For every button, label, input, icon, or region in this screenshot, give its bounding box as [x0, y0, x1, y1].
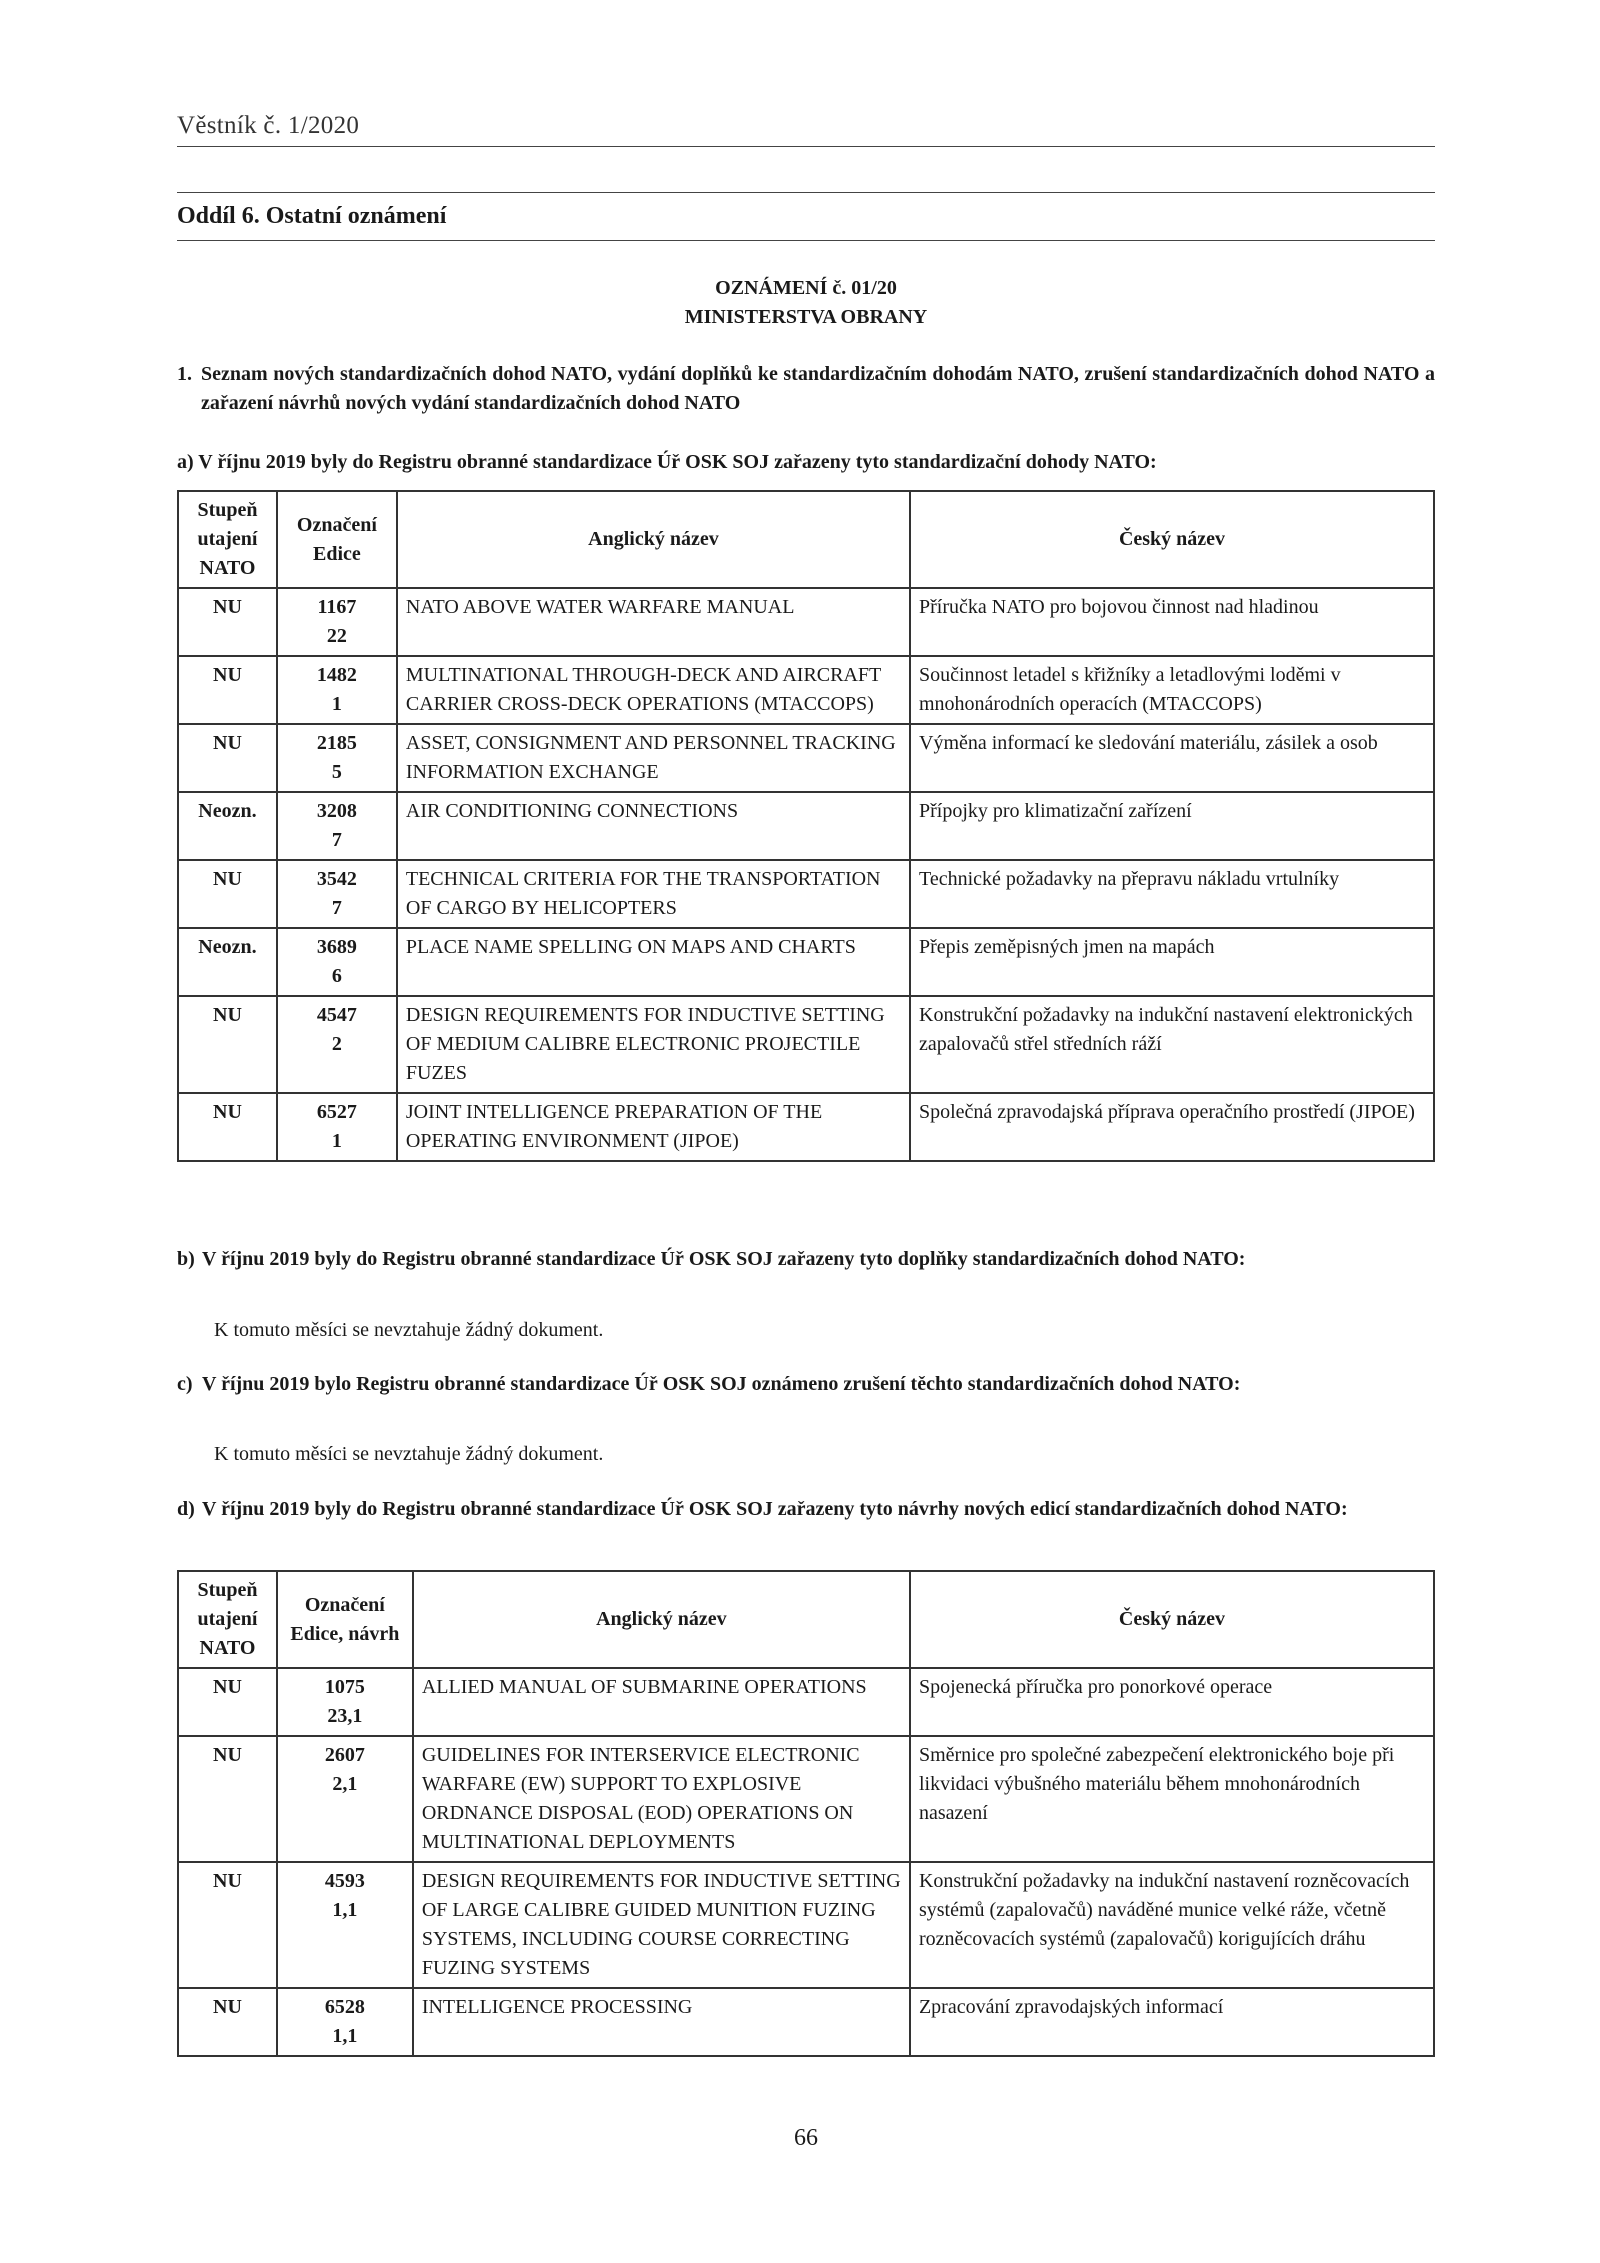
- section-a-text: a) V říjnu 2019 byly do Registru obranné standardizace Úř OSK SOJ zařazeny tyto standardizační dohody NATO:: [177, 451, 1157, 473]
- table-row: [178, 656, 1434, 724]
- cell-level: NU: [213, 1870, 242, 1892]
- cell-czech: Součinnost letadel s křižníky a letadlovými loděmi v mnohonárodních operacích (MTACCOPS): [919, 664, 1341, 715]
- cell-english: ALLIED MANUAL OF SUBMARINE OPERATIONS: [421, 1676, 867, 1698]
- stanag-code-cell: [277, 1093, 397, 1161]
- czech-title-cell: [910, 656, 1434, 724]
- cell-edition: 1,1: [332, 2025, 358, 2047]
- table-section-d: [177, 1570, 1435, 2057]
- classification-level-cell: [178, 588, 277, 656]
- cell-english: AIR CONDITIONING CONNECTIONS: [405, 800, 739, 822]
- classification-level-cell: [178, 656, 277, 724]
- czech-title-cell: [910, 928, 1434, 996]
- czech-title-cell: [910, 1862, 1434, 1988]
- running-head: Věstník č. 1/2020: [177, 112, 360, 139]
- column-header-level: Stupeň utajení NATO: [178, 1571, 277, 1668]
- czech-title-cell: [910, 1093, 1434, 1161]
- stanag-code-cell: [277, 588, 397, 656]
- section-a-heading: [177, 448, 1435, 477]
- cell-edition: 7: [331, 897, 342, 919]
- cell-number: 6528: [324, 1996, 365, 2018]
- cell-level: NU: [213, 1676, 242, 1698]
- cell-level: Neozn.: [198, 936, 257, 958]
- english-title-cell: [397, 996, 910, 1093]
- english-title-cell: [397, 588, 910, 656]
- column-header-czech: Český název: [910, 491, 1434, 588]
- section-b-heading: [177, 1245, 1435, 1274]
- cell-edition: 5: [331, 761, 342, 783]
- english-title-cell: [397, 1093, 910, 1161]
- cell-number: 3208: [316, 800, 357, 822]
- section-c-note: K tomuto měsíci se nevztahuje žádný dokument.: [214, 1443, 604, 1465]
- cell-czech: Konstrukční požadavky na indukční nastavení rozněcovacích systémů (zapalovačů) naváděné munice velké ráže, včetně rozněcovacích systémů (zapalovačů) korigujících dráhu: [918, 1870, 1410, 1950]
- cell-level: Neozn.: [198, 800, 257, 822]
- section-c-label: c): [177, 1373, 193, 1395]
- stanag-code-cell: [277, 1736, 413, 1862]
- section-rule-bottom: [177, 240, 1435, 241]
- cell-english: DESIGN REQUIREMENTS FOR INDUCTIVE SETTING OF MEDIUM CALIBRE ELECTRONIC PROJECTILE FUZES: [405, 1004, 885, 1084]
- english-title-cell: [397, 928, 910, 996]
- cell-english: DESIGN REQUIREMENTS FOR INDUCTIVE SETTING OF LARGE CALIBRE GUIDED MUNITION FUZING SYSTEMS, INCLUDING COURSE CORRECTING FUZING SYSTEMS: [421, 1870, 901, 1979]
- stanag-code-cell: [277, 860, 397, 928]
- classification-level-cell: [178, 1736, 277, 1862]
- table-row: [178, 724, 1434, 792]
- section-b-note: K tomuto měsíci se nevztahuje žádný dokument.: [214, 1319, 604, 1341]
- column-header-czech: Český název: [910, 1571, 1434, 1668]
- czech-title-cell: [910, 1668, 1434, 1736]
- cell-czech: Příručka NATO pro bojovou činnost nad hladinou: [919, 596, 1319, 618]
- czech-title-cell: [910, 792, 1434, 860]
- classification-level-cell: [178, 792, 277, 860]
- cell-czech: Výměna informací ke sledování materiálu, zásilek a osob: [919, 732, 1378, 754]
- cell-number: 2607: [324, 1744, 365, 1766]
- header-rule: [177, 146, 1435, 147]
- stanag-code-cell: [277, 792, 397, 860]
- column-header-code: Označení Edice: [277, 491, 397, 588]
- column-header-english: Anglický název: [397, 491, 910, 588]
- column-header-level: Stupeň utajení NATO: [178, 491, 277, 588]
- cell-number: 3689: [316, 936, 357, 958]
- czech-title-cell: [910, 724, 1434, 792]
- section-d-text: V říjnu 2019 byly do Registru obranné standardizace Úř OSK SOJ zařazeny tyto návrhy nových edicí standardizačních dohod NATO:: [202, 1498, 1348, 1520]
- cell-level: NU: [213, 1101, 242, 1123]
- cell-english: PLACE NAME SPELLING ON MAPS AND CHARTS: [405, 936, 856, 958]
- stanag-code-cell: [277, 656, 397, 724]
- item-1: [177, 360, 1435, 418]
- cell-level: NU: [213, 1004, 242, 1026]
- notice-title: OZNÁMENÍ č. 01/20: [715, 277, 897, 299]
- cell-level: NU: [213, 868, 242, 890]
- table-d-header-row: [178, 1571, 1434, 1668]
- section-d-heading: [177, 1495, 1435, 1524]
- czech-title-cell: [910, 860, 1434, 928]
- stanag-code-cell: [277, 928, 397, 996]
- cell-english: TECHNICAL CRITERIA FOR THE TRANSPORTATION OF CARGO BY HELICOPTERS: [405, 868, 881, 919]
- classification-level-cell: [178, 1093, 277, 1161]
- cell-czech: Směrnice pro společné zabezpečení elektronického boje při likvidaci výbušného materiálu během mnohonárodních nasazení: [918, 1744, 1395, 1824]
- table-row: [178, 928, 1434, 996]
- item-1-number: 1.: [177, 363, 192, 385]
- cell-number: 1167: [317, 596, 357, 618]
- table-row: [178, 1093, 1434, 1161]
- stanag-code-cell: [277, 996, 397, 1093]
- cell-english: INTELLIGENCE PROCESSING: [421, 1996, 693, 2018]
- english-title-cell: [397, 656, 910, 724]
- cell-czech: Technické požadavky na přepravu nákladu vrtulníky: [919, 868, 1340, 890]
- cell-edition: 1: [331, 693, 342, 715]
- table-a-header-row: [178, 491, 1434, 588]
- czech-title-cell: [910, 996, 1434, 1093]
- cell-number: 1075: [324, 1676, 365, 1698]
- czech-title-cell: [910, 1988, 1434, 2056]
- stanag-code-cell: [277, 724, 397, 792]
- cell-edition: 7: [331, 829, 342, 851]
- notice-heading: [177, 274, 1435, 332]
- english-title-cell: [397, 860, 910, 928]
- cell-level: NU: [213, 1996, 242, 2018]
- page-number: 66: [794, 2125, 818, 2151]
- cell-edition: 2: [331, 1033, 342, 1055]
- cell-edition: 1: [331, 1130, 342, 1152]
- column-header-code: Označení Edice, návrh: [277, 1571, 413, 1668]
- cell-level: NU: [213, 732, 242, 754]
- cell-level: NU: [213, 596, 242, 618]
- section-d-label: d): [177, 1498, 195, 1520]
- cell-number: 4547: [316, 1004, 357, 1026]
- cell-edition: 22: [326, 625, 347, 647]
- section-b-label: b): [177, 1248, 195, 1270]
- cell-czech: Zpracování zpravodajských informací: [918, 1996, 1224, 2018]
- english-title-cell: [413, 1668, 910, 1736]
- cell-english: NATO ABOVE WATER WARFARE MANUAL: [405, 596, 795, 618]
- table-row: [178, 860, 1434, 928]
- cell-number: 2185: [316, 732, 357, 754]
- cell-edition: 2,1: [332, 1773, 358, 1795]
- cell-english: JOINT INTELLIGENCE PREPARATION OF THE OPERATING ENVIRONMENT (JIPOE): [405, 1101, 823, 1152]
- stanag-code-cell: [277, 1668, 413, 1736]
- cell-number: 4593: [324, 1870, 365, 1892]
- cell-czech: Přípojky pro klimatizační zařízení: [919, 800, 1192, 822]
- english-title-cell: [413, 1736, 910, 1862]
- czech-title-cell: [910, 588, 1434, 656]
- table-row: [178, 1862, 1434, 1988]
- czech-title-cell: [910, 1736, 1434, 1862]
- table-row: [178, 1668, 1434, 1736]
- cell-english: ASSET, CONSIGNMENT AND PERSONNEL TRACKING INFORMATION EXCHANGE: [405, 732, 896, 783]
- cell-edition: 1,1: [332, 1899, 358, 1921]
- classification-level-cell: [178, 724, 277, 792]
- table-row: [178, 792, 1434, 860]
- table-row: [178, 996, 1434, 1093]
- cell-czech: Konstrukční požadavky na indukční nastavení elektronických zapalovačů střel středních ráží: [919, 1004, 1413, 1055]
- classification-level-cell: [178, 1988, 277, 2056]
- cell-english: MULTINATIONAL THROUGH-DECK AND AIRCRAFT CARRIER CROSS-DECK OPERATIONS (MTACCOPS): [405, 664, 881, 715]
- cell-english: GUIDELINES FOR INTERSERVICE ELECTRONIC WARFARE (EW) SUPPORT TO EXPLOSIVE ORDNANCE DISPOSAL (EOD) OPERATIONS ON MULTINATIONAL DEPLOYMENTS: [421, 1744, 860, 1853]
- notice-issuer: MINISTERSTVA OBRANY: [684, 306, 928, 328]
- cell-level: NU: [213, 664, 242, 686]
- cell-number: 3542: [316, 868, 357, 890]
- cell-number: 6527: [316, 1101, 357, 1123]
- english-title-cell: [413, 1988, 910, 2056]
- column-header-english: Anglický název: [413, 1571, 910, 1668]
- section-title: Oddíl 6. Ostatní oznámení: [177, 203, 447, 229]
- classification-level-cell: [178, 860, 277, 928]
- table-section-a: [177, 490, 1435, 1162]
- cell-edition: 6: [331, 965, 342, 987]
- english-title-cell: [397, 724, 910, 792]
- classification-level-cell: [178, 996, 277, 1093]
- item-1-text: Seznam nových standardizačních dohod NATO, vydání doplňků ke standardizačním dohodám NATO, zrušení standardizačních dohod NATO a zařazení návrhů nových vydání standardizačních dohod NATO: [201, 363, 1435, 414]
- english-title-cell: [397, 792, 910, 860]
- section-c-text: V říjnu 2019 bylo Registru obranné standardizace Úř OSK SOJ oznámeno zrušení těchto standardizačních dohod NATO:: [202, 1373, 1241, 1395]
- table-row: [178, 1736, 1434, 1862]
- section-c-heading: [177, 1370, 1435, 1399]
- cell-number: 1482: [316, 664, 357, 686]
- stanag-code-cell: [277, 1988, 413, 2056]
- stanag-code-cell: [277, 1862, 413, 1988]
- classification-level-cell: [178, 1862, 277, 1988]
- table-row: [178, 588, 1434, 656]
- classification-level-cell: [178, 928, 277, 996]
- english-title-cell: [413, 1862, 910, 1988]
- cell-edition: 23,1: [327, 1705, 363, 1727]
- cell-czech: Společná zpravodajská příprava operačního prostředí (JIPOE): [919, 1101, 1415, 1123]
- cell-czech: Spojenecká příručka pro ponorkové operace: [918, 1676, 1273, 1698]
- section-rule-top: [177, 192, 1435, 193]
- cell-czech: Přepis zeměpisných jmen na mapách: [919, 936, 1215, 958]
- cell-level: NU: [213, 1744, 242, 1766]
- classification-level-cell: [178, 1668, 277, 1736]
- section-b-text: V říjnu 2019 byly do Registru obranné standardizace Úř OSK SOJ zařazeny tyto doplňky standardizačních dohod NATO:: [202, 1248, 1246, 1270]
- table-row: [178, 1988, 1434, 2056]
